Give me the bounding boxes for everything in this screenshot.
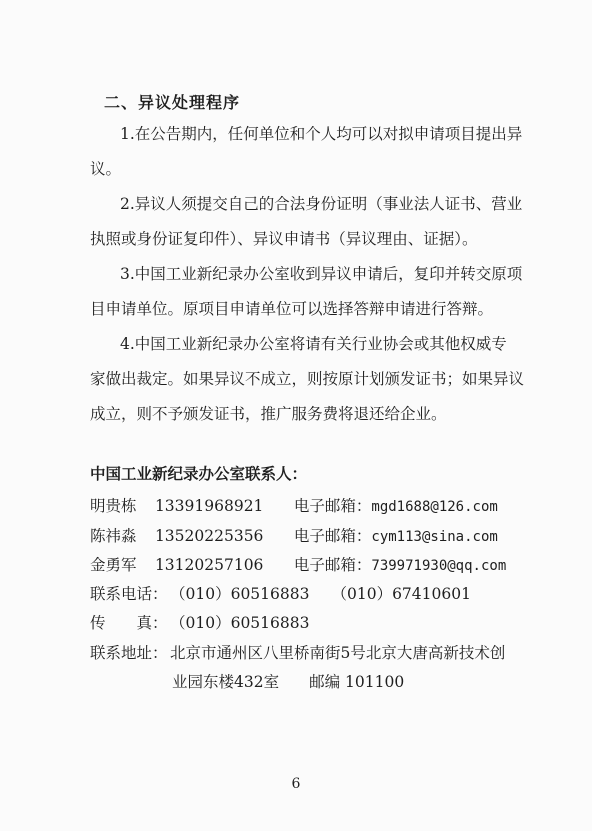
postcode-label: 邮编 [309, 673, 341, 691]
contact-phone: 13120257106 [154, 556, 264, 574]
paragraph-4 [90, 293, 540, 432]
telephone-row [90, 580, 471, 608]
contact-row [90, 522, 498, 550]
address-line: 业园东楼432室 [172, 673, 280, 691]
address-line: 北京市通州区八里桥南街5号北京大唐高新技术创 [170, 644, 506, 662]
section-heading: 二、异议处理程序 [104, 93, 241, 112]
paragraph-line: 家做出裁定。如果异议不成立，则按原计划颁发证书；如果异议 [90, 370, 525, 388]
telephone-number: （010）60516883 [170, 585, 310, 603]
email-label: 电子邮箱： [293, 556, 372, 574]
contact-name: 陈祎淼 [90, 527, 137, 545]
contacts-title: 中国工业新纪录办公室联系人： [90, 465, 308, 483]
address-row [90, 639, 505, 667]
contact-email: mgd1688@126.com [371, 499, 498, 515]
address-label: 联系地址： [90, 644, 168, 662]
contact-name: 明贵栋 [90, 497, 137, 515]
paragraph-line: 议。 [90, 160, 122, 178]
paragraph-line: 4.中国工业新纪录办公室将请有关行业协会或其他权威专 [120, 335, 507, 353]
telephone-number: （010）67410601 [331, 585, 471, 603]
fax-row [90, 609, 309, 637]
address-row-continued [172, 668, 404, 696]
fax-number: （010）60516883 [170, 614, 310, 632]
contact-email: cym113@sina.com [371, 529, 498, 545]
paragraph-line: 3.中国工业新纪录办公室收到异议申请后，复印并转交原项 [120, 265, 523, 283]
contact-email: 739971930@qq.com [371, 558, 507, 574]
paragraph-line: 目申请单位。原项目申请单位可以选择答辩申请进行答辩。 [90, 300, 494, 318]
paragraph-line: 成立，则不予颁发证书，推广服务费将退还给企业。 [90, 405, 447, 423]
contact-row [90, 492, 498, 520]
contact-name: 金勇军 [90, 556, 137, 574]
paragraph-1 [90, 117, 540, 187]
email-label: 电子邮箱： [293, 497, 372, 515]
postcode: 101100 [345, 673, 405, 691]
paragraph-line: 2.异议人须提交自己的合法身份证明（事业法人证书、营业 [120, 195, 523, 213]
contact-phone: 13391968921 [154, 497, 264, 515]
paragraph-line: 执照或身份证复印件）、异议申请书（异议理由、证据）。 [90, 230, 478, 248]
page-number: 6 [291, 776, 301, 792]
paragraph-2 [90, 187, 540, 257]
paragraph-line: 1.在公告期内，任何单位和个人均可以对拟申请项目提出异 [120, 125, 523, 143]
telephone-label: 联系电话： [90, 585, 168, 603]
contact-row [90, 551, 506, 579]
contact-phone: 13520225356 [154, 527, 264, 545]
email-label: 电子邮箱： [293, 527, 372, 545]
fax-label: 传 真： [90, 614, 168, 632]
